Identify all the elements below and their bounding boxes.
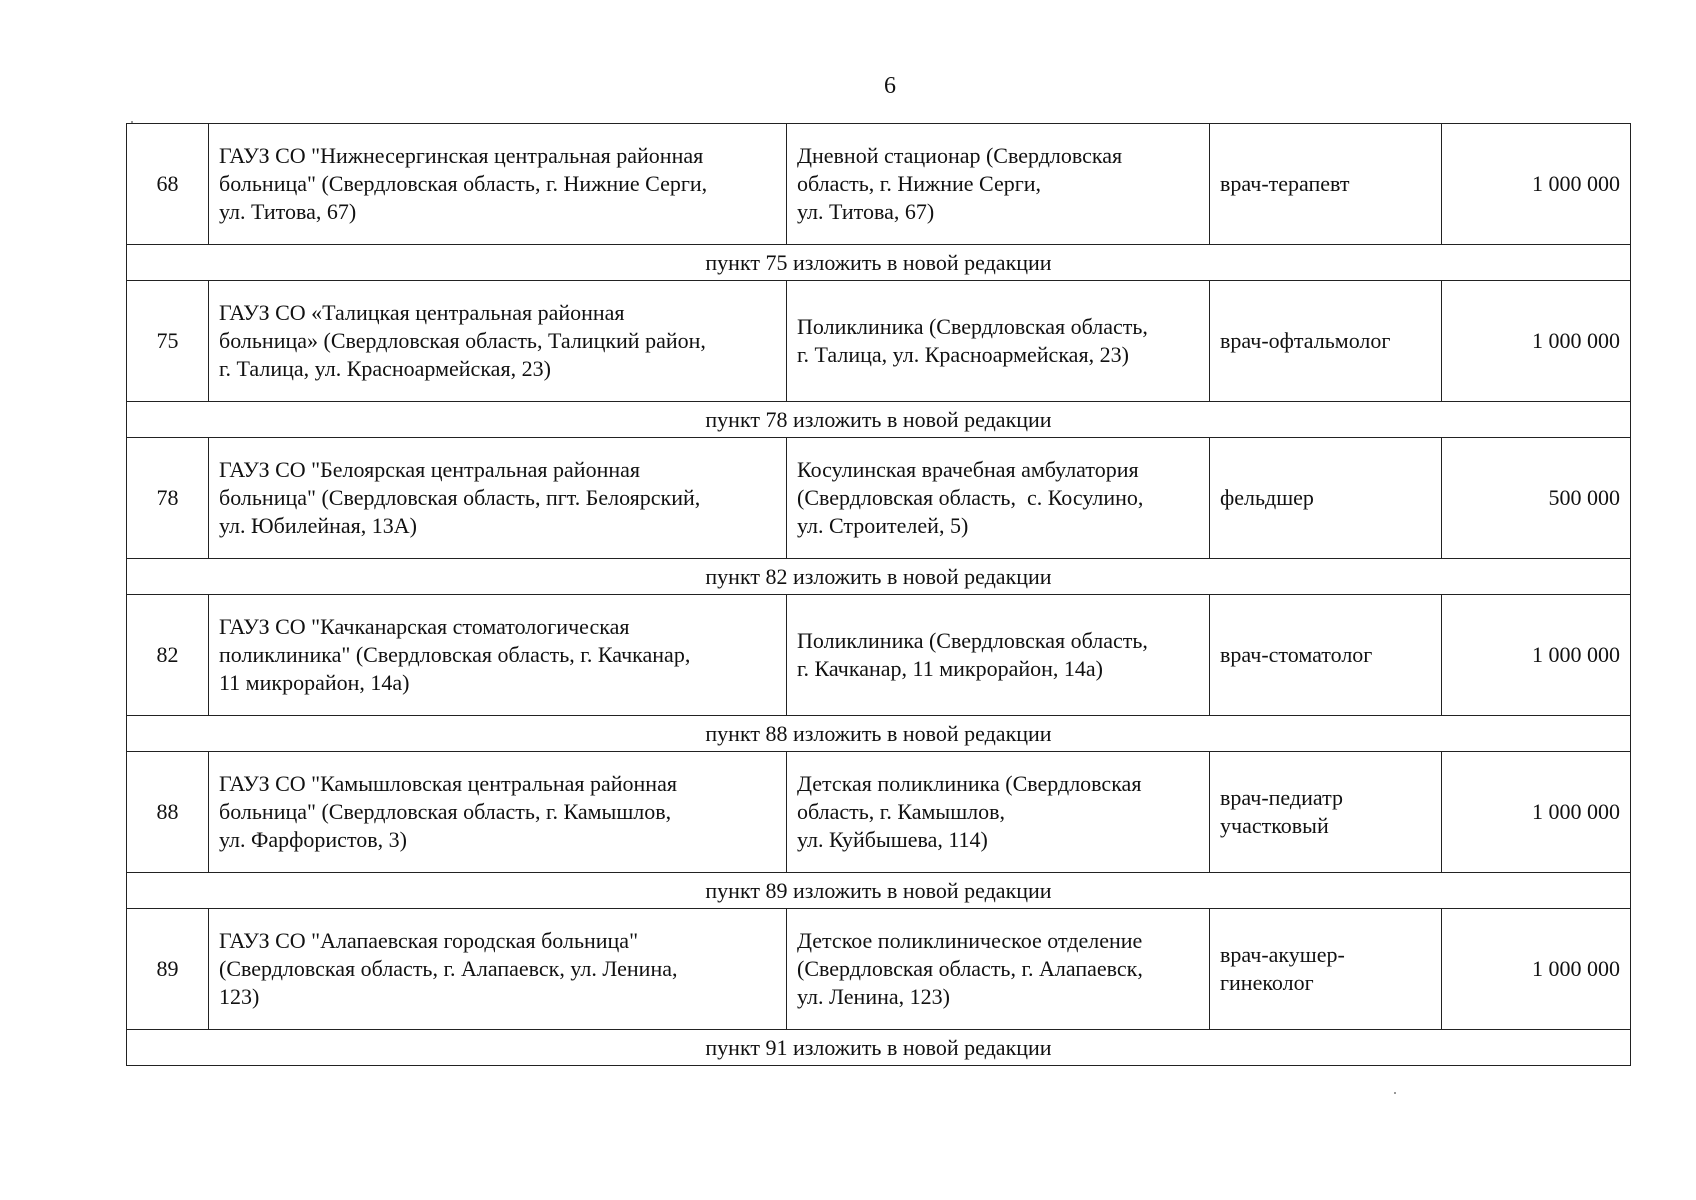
amendment-note-row [127,559,1631,595]
table-row [127,124,1631,245]
position-cell: врач-офтальмолог [1210,281,1442,402]
organization-cell: ГАУЗ СО "Нижнесергинская центральная районная больница" (Свердловская область, г. Нижние Серги, ул. Титова, 67) [209,124,787,245]
amount-cell: 500 000 [1442,438,1631,559]
row-number: 89 [127,909,209,1030]
table-row [127,438,1631,559]
table-row [127,752,1631,873]
grants-table [126,123,1631,1066]
amount-cell: 1 000 000 [1442,752,1631,873]
organization-cell: ГАУЗ СО "Качканарская стоматологическая поликлиника" (Свердловская область, г. Качканар, 11 микрорайон, 14а) [209,595,787,716]
table-row [127,909,1631,1030]
organization-cell: ГАУЗ СО "Алапаевская городская больница" (Свердловская область, г. Алапаевск, ул. Ленина, 123) [209,909,787,1030]
unit-cell: Детское поликлиническое отделение (Свердловская область, г. Алапаевск, ул. Ленина, 123) [787,909,1210,1030]
amendment-note-row [127,716,1631,752]
unit-cell: Поликлиника (Свердловская область, г. Качканар, 11 микрорайон, 14а) [787,595,1210,716]
amendment-note: пункт 88 изложить в новой редакции [127,716,1631,752]
unit-cell: Детская поликлиника (Свердловская область, г. Камышлов, ул. Куйбышева, 114) [787,752,1210,873]
amendment-note: пункт 75 изложить в новой редакции [127,245,1631,281]
position-cell: фельдшер [1210,438,1442,559]
organization-cell: ГАУЗ СО «Талицкая центральная районная больница» (Свердловская область, Талицкий район, г. Талица, ул. Красноармейская, 23) [209,281,787,402]
position-cell: врач-терапевт [1210,124,1442,245]
row-number: 88 [127,752,209,873]
row-number: 75 [127,281,209,402]
organization-cell: ГАУЗ СО "Белоярская центральная районная больница" (Свердловская область, пгт. Белоярский, ул. Юбилейная, 13А) [209,438,787,559]
organization-cell: ГАУЗ СО "Камышловская центральная районная больница" (Свердловская область, г. Камышлов, ул. Фарфористов, 3) [209,752,787,873]
amount-cell: 1 000 000 [1442,124,1631,245]
row-number: 68 [127,124,209,245]
position-cell: врач-педиатр участковый [1210,752,1442,873]
amendment-note: пункт 89 изложить в новой редакции [127,873,1631,909]
scan-speck [131,121,133,123]
amendment-note-row [127,245,1631,281]
amount-cell: 1 000 000 [1442,909,1631,1030]
position-cell: врач-стоматолог [1210,595,1442,716]
amendment-note: пункт 82 изложить в новой редакции [127,559,1631,595]
amount-cell: 1 000 000 [1442,595,1631,716]
amendment-note-row [127,402,1631,438]
amendment-note-row [127,873,1631,909]
table-row [127,595,1631,716]
amount-cell: 1 000 000 [1442,281,1631,402]
amendment-note: пункт 78 изложить в новой редакции [127,402,1631,438]
unit-cell: Дневной стационар (Свердловская область, г. Нижние Серги, ул. Титова, 67) [787,124,1210,245]
table-row [127,281,1631,402]
position-cell: врач-акушер- гинеколог [1210,909,1442,1030]
page-number: 6 [884,73,896,99]
row-number: 78 [127,438,209,559]
unit-cell: Косулинская врачебная амбулатория (Свердловская область, с. Косулино, ул. Строителей, 5) [787,438,1210,559]
unit-cell: Поликлиника (Свердловская область, г. Талица, ул. Красноармейская, 23) [787,281,1210,402]
row-number: 82 [127,595,209,716]
scan-speck [1394,1092,1396,1094]
amendment-note: пункт 91 изложить в новой редакции [127,1030,1631,1066]
amendment-note-row [127,1030,1631,1066]
